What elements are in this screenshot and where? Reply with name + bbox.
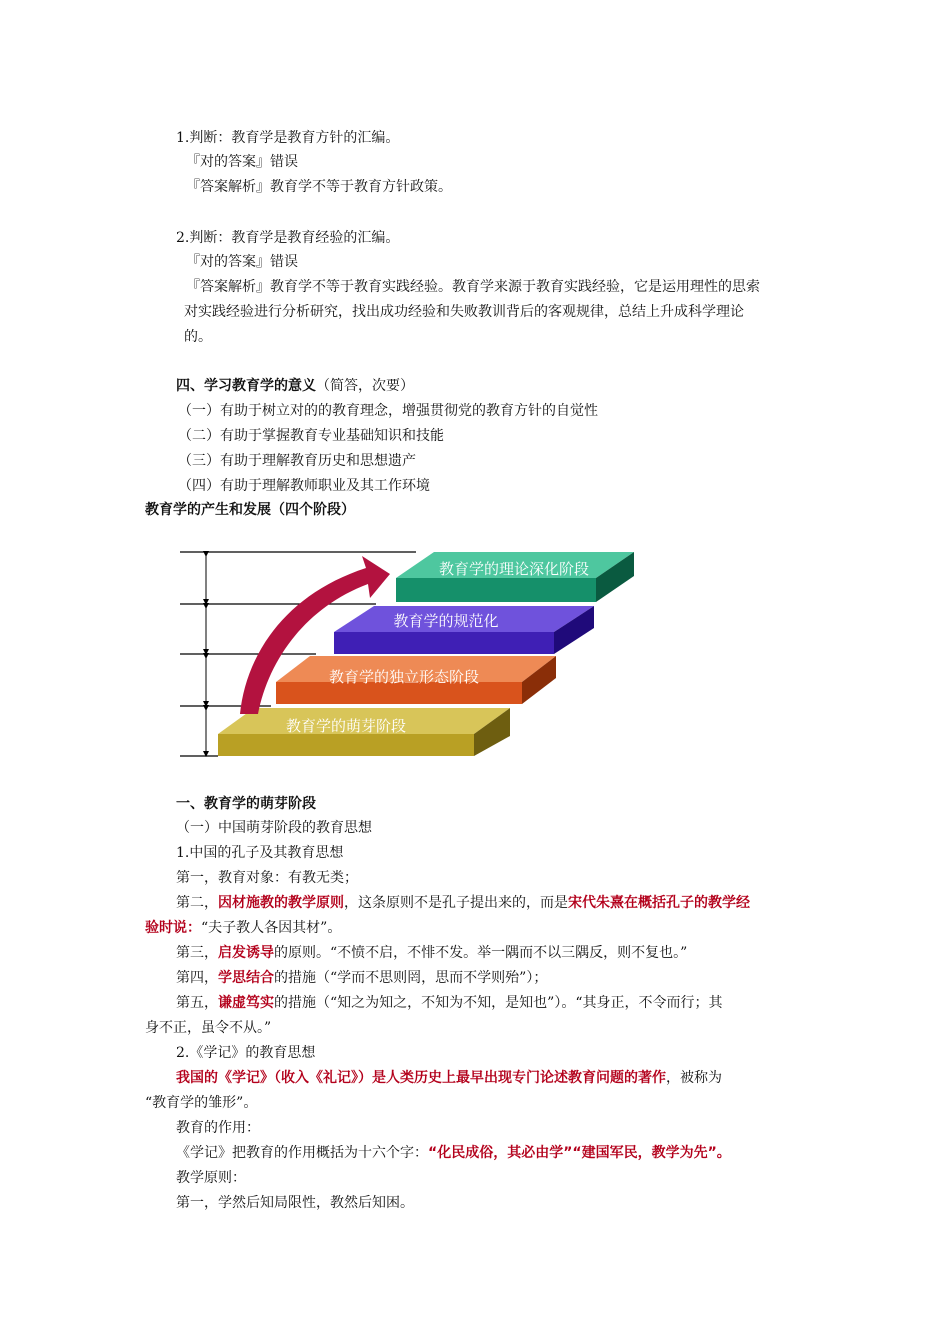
analysis-1: 『答案解析』教育学不等于教育方针政策。: [186, 179, 452, 195]
s1-item2: 2.《学记》的教育思想: [176, 1045, 316, 1061]
analysis-2-line-1: 『答案解析』教育学不等于教育实践经验。教育学来源于教育实践经验，它是运用理性的思索: [186, 279, 760, 295]
stage-2-label: 教育学的独立形态阶段: [328, 668, 480, 686]
s1-p6-cont: “教育学的雏形”。: [145, 1095, 258, 1111]
s1-p2: 第二，因材施教的教学原则，这条原则不是孔子提出来的，而是宋代朱熹在概括孔子的教学经: [176, 895, 750, 911]
stage-step-3: [334, 606, 594, 654]
stage-1-label: 教育学的萌芽阶段: [285, 717, 407, 735]
stage-4-label: 教育学的理论深化阶段: [438, 560, 590, 578]
s1-p5: 第五，谦虚笃实的措施（“知之为知之，不知为不知，是知也”）。“其身正，不令而行；其: [176, 995, 723, 1011]
s1-p8: 《学记》把教育的作用概括为十六个字：“化民成俗，其必由学”“建国军民，教学为先”。: [176, 1145, 731, 1161]
stage-step-2: [276, 656, 556, 704]
answer-1: 『对的答案』错误: [186, 154, 298, 170]
s1-item1: 1.中国的孔子及其教育思想: [176, 845, 344, 861]
s1-p10: 第一，学然后知局限性，教然后知困。: [176, 1195, 414, 1211]
analysis-2-line-3: 的。: [184, 329, 212, 345]
section4-note: （简答，次要）: [316, 378, 414, 394]
stages-diagram: [176, 544, 646, 762]
question-2: 2.判断：教育学是教育经验的汇编。: [176, 230, 400, 246]
s1-p5-cont: 身不正，虽令不从。”: [145, 1020, 272, 1036]
stage-step-1: [218, 708, 510, 756]
answer-2: 『对的答案』错误: [186, 254, 298, 270]
s1-p9: 教学原则：: [176, 1170, 246, 1186]
section4-item-4: （四）有助于理解教师职业及其工作环境: [178, 478, 430, 494]
section4-item-2: （二）有助于掌握教育专业基础知识和技能: [178, 428, 444, 444]
question-1: 1.判断：教育学是教育方针的汇编。: [176, 130, 400, 146]
s1-p7: 教育的作用：: [176, 1120, 260, 1136]
stage-step-4: [396, 552, 634, 602]
s1-p6: 我国的《学记》（收入《礼记》）是人类历史上最早出现专门论述教育问题的著作，被称为: [176, 1070, 722, 1086]
section4-heading: [176, 376, 414, 396]
s1-p4: 第四，学思结合的措施（“学而不思则罔，思而不学则殆”）；: [176, 970, 548, 986]
s1-title: 一、教育学的萌芽阶段: [176, 796, 316, 812]
section4-title: 四、学习教育学的意义: [176, 378, 316, 394]
section4-item-3: （三）有助于理解教育历史和思想遗产: [178, 453, 416, 469]
s1-sub1: （一）中国萌芽阶段的教育思想: [176, 820, 372, 836]
s1-p3: 第三，启发诱导的原则。“不愤不启，不悱不发。举一隅而不以三隅反，则不复也。”: [176, 945, 688, 961]
s1-p1: 第一，教育对象：有教无类；: [176, 870, 358, 886]
section4-item-1: （一）有助于树立对的的教育理念，增强贯彻党的教育方针的自觉性: [178, 403, 598, 419]
stages-heading: 教育学的产生和发展（四个阶段）: [145, 502, 355, 518]
analysis-2-line-2: 对实践经验进行分析研究，找出成功经验和失败教训背后的客观规律，总结上升成科学理论: [184, 304, 744, 320]
stage-3-label: 教育学的规范化: [393, 612, 499, 630]
s1-p2-cont: 验时说：“夫子教人各因其材”。: [145, 920, 342, 936]
